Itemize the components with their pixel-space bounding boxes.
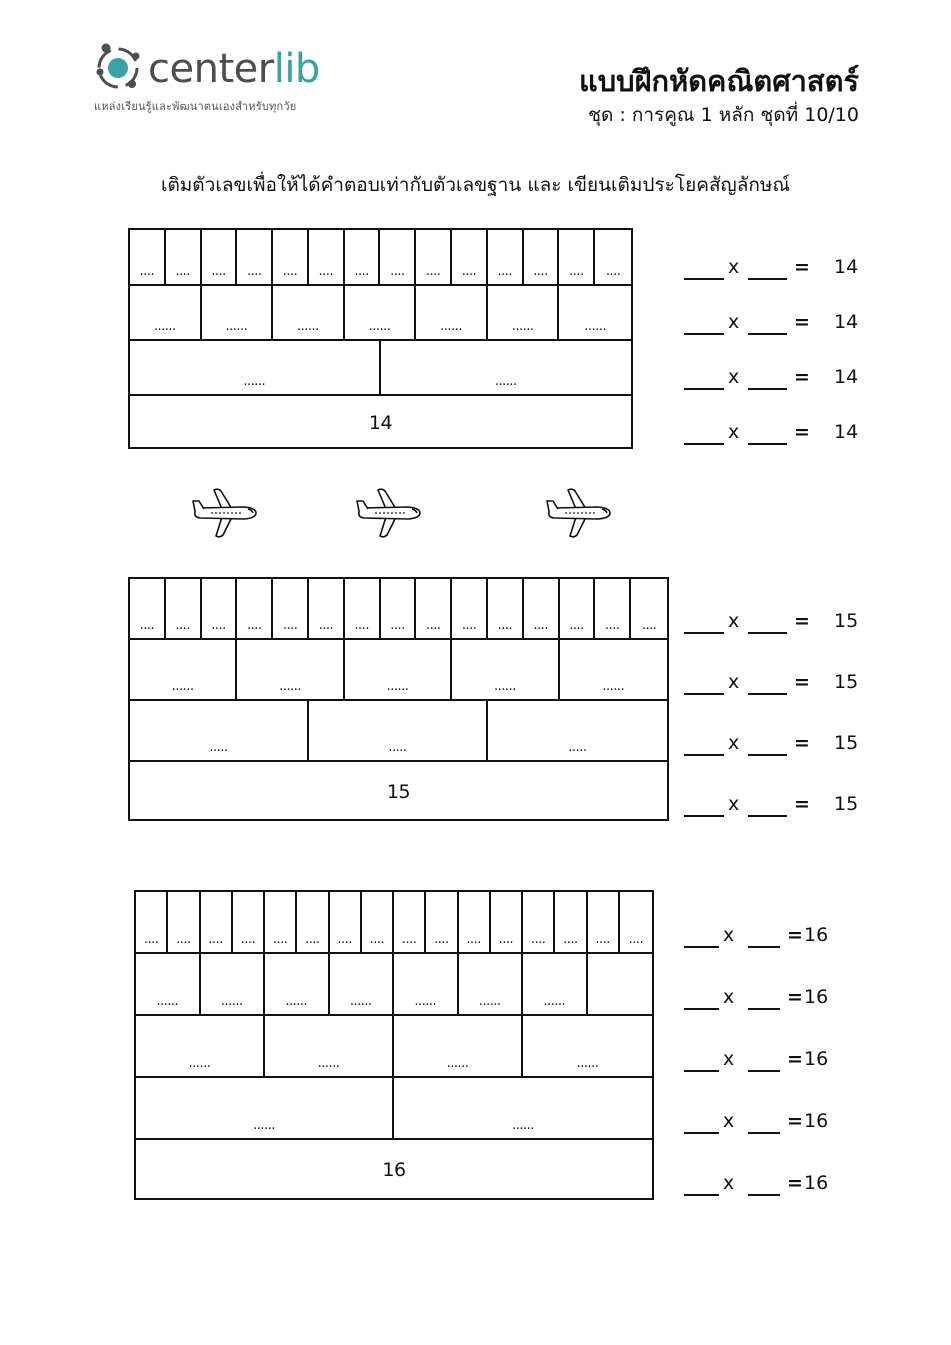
equation-result: 15 bbox=[834, 610, 859, 632]
factor-blank[interactable] bbox=[748, 1194, 780, 1196]
answer-cell[interactable]: ..... bbox=[130, 701, 309, 760]
grid-row bbox=[130, 341, 631, 396]
brand-name-lib: lib bbox=[273, 46, 320, 92]
answer-cell[interactable]: .... bbox=[237, 579, 273, 638]
answer-cell[interactable]: ...... bbox=[416, 286, 488, 339]
answer-cell[interactable]: .... bbox=[130, 579, 166, 638]
grid-row bbox=[130, 640, 667, 701]
answer-cell[interactable]: .... bbox=[381, 579, 417, 638]
factor-blank[interactable] bbox=[684, 1070, 719, 1072]
times-sign: x bbox=[728, 366, 740, 388]
total-cell: 16 bbox=[382, 1159, 406, 1181]
answer-cell[interactable]: ..... bbox=[568, 740, 587, 755]
factor-blank[interactable] bbox=[748, 1070, 780, 1072]
answer-cell[interactable]: ...... bbox=[394, 1016, 523, 1076]
grid-row bbox=[136, 954, 652, 1016]
answer-cell[interactable]: .... bbox=[426, 892, 458, 952]
answer-cell[interactable]: .... bbox=[168, 892, 200, 952]
factor-blank[interactable] bbox=[684, 693, 724, 695]
equals-sign: = bbox=[794, 610, 810, 632]
answer-cell[interactable]: .... bbox=[309, 230, 345, 284]
times-sign: x bbox=[728, 793, 740, 815]
equals-sign: = bbox=[794, 732, 810, 754]
airplane-icon bbox=[546, 487, 612, 539]
equals-sign: = bbox=[794, 256, 810, 278]
grid bbox=[128, 228, 633, 449]
answer-cell[interactable]: ..... bbox=[309, 701, 488, 760]
factor-blank[interactable] bbox=[748, 632, 787, 634]
times-sign: x bbox=[723, 1172, 735, 1194]
answer-cell[interactable]: ...... bbox=[136, 1078, 394, 1138]
grid-row bbox=[130, 762, 667, 821]
answer-cell[interactable]: ...... bbox=[136, 1016, 265, 1076]
times-sign: x bbox=[728, 421, 740, 443]
grid-row bbox=[136, 1140, 652, 1200]
equation-result: 16 bbox=[804, 924, 829, 946]
factor-blank[interactable] bbox=[684, 443, 724, 445]
answer-cell[interactable]: ...... bbox=[130, 286, 202, 339]
factor-blank[interactable] bbox=[748, 1008, 780, 1010]
answer-cell[interactable]: .... bbox=[523, 892, 555, 952]
answer-cell[interactable]: .... bbox=[588, 892, 620, 952]
answer-cell[interactable]: ...... bbox=[512, 1118, 534, 1133]
brand-name bbox=[148, 44, 320, 94]
times-sign: x bbox=[723, 924, 735, 946]
answer-cell[interactable]: .... bbox=[345, 579, 381, 638]
equals-sign: = bbox=[794, 671, 810, 693]
equation-result: 16 bbox=[804, 1110, 829, 1132]
brand-tagline: แหล่งเรียนรู้และพัฒนาตนเองสำหรับทุกวัย bbox=[94, 100, 297, 113]
times-sign: x bbox=[723, 1048, 735, 1070]
equation-result: 14 bbox=[834, 421, 859, 443]
equation-result: 14 bbox=[834, 256, 859, 278]
answer-cell[interactable]: .... bbox=[452, 230, 488, 284]
answer-cell[interactable]: .... bbox=[330, 892, 362, 952]
instruction-text: เติมตัวเลขเพื่อให้ได้คำตอบเท่ากับตัวเลขฐาน และ เขียนเติมประโยคสัญลักษณ์ bbox=[160, 174, 791, 196]
answer-cell[interactable]: .... bbox=[559, 230, 595, 284]
grid-row bbox=[136, 892, 652, 954]
grid-row bbox=[130, 230, 631, 286]
answer-cell[interactable]: ...... bbox=[202, 286, 274, 339]
factor-blank[interactable] bbox=[684, 815, 724, 817]
answer-cell[interactable]: .... bbox=[605, 264, 621, 279]
factor-blank[interactable] bbox=[748, 333, 787, 335]
answer-cell[interactable]: .... bbox=[491, 892, 523, 952]
grid-row bbox=[130, 701, 667, 762]
grid bbox=[134, 890, 654, 1200]
airplane-icon bbox=[356, 487, 422, 539]
factor-blank[interactable] bbox=[684, 388, 724, 390]
factor-blank[interactable] bbox=[748, 946, 780, 948]
answer-cell[interactable]: ...... bbox=[459, 954, 524, 1014]
times-sign: x bbox=[723, 986, 735, 1008]
answer-cell[interactable]: ...... bbox=[345, 286, 417, 339]
grid-row bbox=[130, 396, 631, 449]
equation-result: 16 bbox=[804, 1172, 829, 1194]
equation-row bbox=[684, 1106, 884, 1136]
equation-result: 16 bbox=[804, 1048, 829, 1070]
equation-row bbox=[684, 920, 884, 950]
answer-cell[interactable]: .... bbox=[202, 579, 238, 638]
answer-cell[interactable]: ...... bbox=[488, 286, 560, 339]
equals-sign: = bbox=[794, 421, 810, 443]
answer-cell[interactable]: .... bbox=[345, 230, 381, 284]
times-sign: x bbox=[728, 311, 740, 333]
answer-cell[interactable]: ...... bbox=[237, 640, 344, 699]
times-sign: x bbox=[723, 1110, 735, 1132]
equals-sign: = bbox=[794, 366, 810, 388]
equals-sign: = bbox=[787, 1048, 803, 1070]
answer-cell[interactable]: .... bbox=[237, 230, 273, 284]
answer-cell[interactable]: .... bbox=[202, 230, 238, 284]
answer-cell[interactable]: ...... bbox=[201, 954, 266, 1014]
equation-row bbox=[684, 252, 884, 282]
answer-cell[interactable]: .... bbox=[555, 892, 587, 952]
equation-result: 14 bbox=[834, 366, 859, 388]
answer-cell[interactable]: ...... bbox=[576, 1056, 599, 1071]
answer-cell[interactable]: .... bbox=[560, 579, 596, 638]
answer-cell[interactable]: .... bbox=[297, 892, 329, 952]
answer-cell[interactable]: .... bbox=[488, 230, 524, 284]
equation-result: 15 bbox=[834, 793, 859, 815]
times-sign: x bbox=[728, 671, 740, 693]
grid-row bbox=[130, 579, 667, 640]
factor-blank[interactable] bbox=[684, 1132, 719, 1134]
factor-blank[interactable] bbox=[684, 278, 724, 280]
answer-cell[interactable]: .... bbox=[273, 230, 309, 284]
equals-sign: = bbox=[794, 793, 810, 815]
answer-cell[interactable]: ...... bbox=[265, 954, 330, 1014]
grid-row bbox=[136, 1016, 652, 1078]
answer-cell[interactable]: .... bbox=[233, 892, 265, 952]
answer-cell[interactable]: .... bbox=[265, 892, 297, 952]
airplane-icon bbox=[192, 487, 258, 539]
answer-cell[interactable]: ...... bbox=[394, 954, 459, 1014]
answer-cell[interactable]: .... bbox=[166, 579, 202, 638]
answer-cell[interactable]: ...... bbox=[523, 954, 588, 1014]
logo-icon bbox=[92, 40, 144, 92]
answer-cell[interactable]: .... bbox=[524, 579, 560, 638]
equation-row bbox=[684, 728, 884, 758]
answer-cell[interactable]: ...... bbox=[602, 679, 625, 694]
factor-blank[interactable] bbox=[748, 443, 787, 445]
factor-blank[interactable] bbox=[684, 946, 719, 948]
grid-row bbox=[130, 286, 631, 341]
answer-cell[interactable]: .... bbox=[273, 579, 309, 638]
answer-cell[interactable]: ...... bbox=[584, 319, 607, 334]
equation-row bbox=[684, 362, 884, 392]
factor-blank[interactable] bbox=[748, 754, 787, 756]
brand-name-center: center bbox=[148, 46, 274, 92]
answer-cell[interactable]: .... bbox=[381, 230, 417, 284]
factor-blank[interactable] bbox=[748, 1132, 780, 1134]
equation-result: 14 bbox=[834, 311, 859, 333]
equation-row bbox=[684, 1044, 884, 1074]
equation-row bbox=[684, 982, 884, 1012]
equation-row bbox=[684, 789, 884, 819]
answer-cell[interactable]: .... bbox=[452, 579, 488, 638]
answer-cell[interactable]: ...... bbox=[345, 640, 452, 699]
equals-sign: = bbox=[794, 311, 810, 333]
answer-cell[interactable]: ...... bbox=[265, 1016, 394, 1076]
answer-cell[interactable]: .... bbox=[595, 579, 631, 638]
answer-cell[interactable]: .... bbox=[362, 892, 394, 952]
factor-blank[interactable] bbox=[684, 632, 724, 634]
answer-cell[interactable]: .... bbox=[416, 579, 452, 638]
equation-row bbox=[684, 1168, 884, 1198]
answer-cell[interactable]: .... bbox=[166, 230, 202, 284]
equation-result: 15 bbox=[834, 671, 859, 693]
factor-blank[interactable] bbox=[684, 1194, 719, 1196]
answer-cell[interactable]: ...... bbox=[452, 640, 559, 699]
answer-cell[interactable]: ...... bbox=[273, 286, 345, 339]
answer-cell[interactable] bbox=[588, 954, 653, 1014]
answer-cell[interactable]: .... bbox=[524, 230, 560, 284]
factor-blank[interactable] bbox=[748, 278, 787, 280]
answer-cell[interactable]: .... bbox=[130, 230, 166, 284]
times-sign: x bbox=[728, 610, 740, 632]
answer-cell[interactable]: ...... bbox=[494, 374, 517, 389]
sheet-title: แบบฝึกหัดคณิตศาสตร์ bbox=[579, 64, 859, 98]
equals-sign: = bbox=[787, 1110, 803, 1132]
answer-cell[interactable]: .... bbox=[309, 579, 345, 638]
answer-cell[interactable]: .... bbox=[416, 230, 452, 284]
answer-cell[interactable]: ...... bbox=[130, 640, 237, 699]
equation-row bbox=[684, 606, 884, 636]
factor-blank[interactable] bbox=[684, 754, 724, 756]
sheet-subtitle: ชุด : การคูณ 1 หลัก ชุดที่ 10/10 bbox=[588, 104, 859, 126]
factor-blank[interactable] bbox=[748, 815, 787, 817]
equation-row bbox=[684, 667, 884, 697]
times-sign: x bbox=[728, 256, 740, 278]
factor-blank[interactable] bbox=[748, 388, 787, 390]
equals-sign: = bbox=[787, 1172, 803, 1194]
total-cell: 15 bbox=[386, 780, 411, 803]
answer-cell[interactable]: .... bbox=[641, 618, 657, 633]
equals-sign: = bbox=[787, 924, 803, 946]
answer-cell[interactable]: .... bbox=[488, 579, 524, 638]
factor-blank[interactable] bbox=[748, 693, 787, 695]
answer-cell[interactable]: ...... bbox=[136, 954, 201, 1014]
equation-result: 15 bbox=[834, 732, 859, 754]
equation-row bbox=[684, 417, 884, 447]
equals-sign: = bbox=[787, 986, 803, 1008]
factor-blank[interactable] bbox=[684, 333, 724, 335]
factor-blank[interactable] bbox=[684, 1008, 719, 1010]
equation-result: 16 bbox=[804, 986, 829, 1008]
grid bbox=[128, 577, 669, 821]
times-sign: x bbox=[728, 732, 740, 754]
answer-cell[interactable]: ...... bbox=[130, 341, 381, 394]
answer-cell[interactable]: .... bbox=[459, 892, 491, 952]
equation-row bbox=[684, 307, 884, 337]
answer-cell[interactable]: .... bbox=[394, 892, 426, 952]
answer-cell[interactable]: .... bbox=[201, 892, 233, 952]
answer-cell[interactable]: .... bbox=[136, 892, 168, 952]
answer-cell[interactable]: .... bbox=[628, 932, 644, 947]
grid-row bbox=[136, 1078, 652, 1140]
total-cell: 14 bbox=[368, 411, 393, 434]
answer-cell[interactable]: ...... bbox=[330, 954, 395, 1014]
